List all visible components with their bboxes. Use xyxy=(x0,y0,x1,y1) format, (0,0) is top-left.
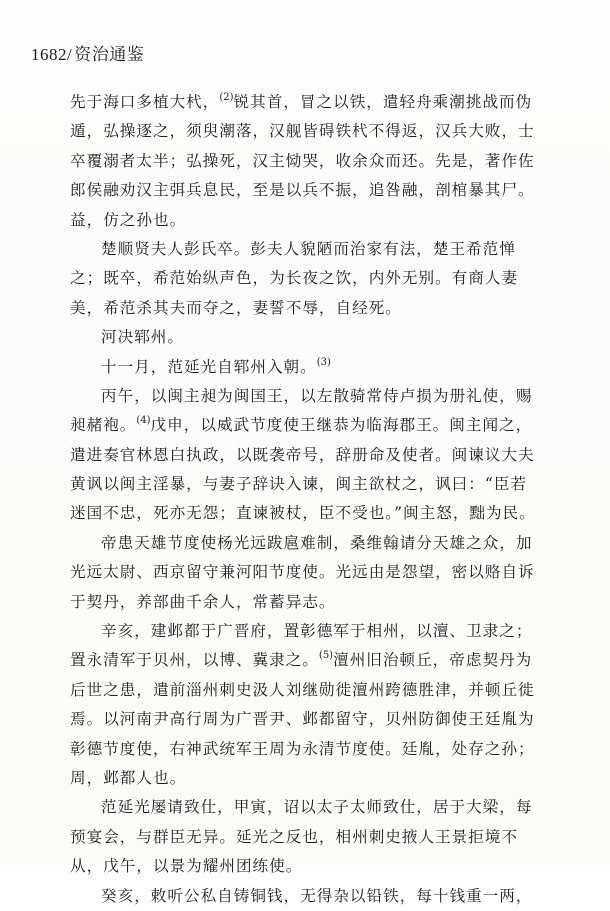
line-text: 预宴会，与群臣无异。延光之反也，相州刺史掖人王景拒境不 xyxy=(70,827,519,846)
line-text: 遁，弘操逐之，须臾潮落，汉舰皆碍铁杙不得返，汉兵大败，士 xyxy=(70,122,535,141)
text-line xyxy=(70,499,550,528)
text-line xyxy=(70,793,550,822)
text-line xyxy=(70,323,550,352)
text-line xyxy=(70,441,550,470)
footnote-marker: (2) xyxy=(219,92,234,103)
line-text: 置永清军于贝州，以博、冀隶之。 xyxy=(70,651,319,670)
line-text: 十一月，范延光自郓州入朝。 xyxy=(101,357,317,376)
line-text: 楚顺贤夫人彭氏卒。彭夫人貌陋而治家有法，楚王希范惮 xyxy=(101,239,516,258)
text-line xyxy=(70,558,550,587)
line-text: 范延光屡请致仕，甲寅，诏以太子太师致仕，居于大梁，每 xyxy=(101,798,533,817)
footnote-marker: (3) xyxy=(316,356,331,368)
line-text: 昶赭袍。 xyxy=(70,416,137,435)
text-line xyxy=(70,206,550,235)
line-text: 戊申，以威武节度使王继恭为临海郡王。闽主闻之， xyxy=(150,416,533,435)
line-text: 彰德节度使，右神武统军王周为永清节度使。廷胤，处存之孙； xyxy=(70,739,535,758)
line-text: 迷国不忠，死亦无怨；直谏被杖，臣不受也。”闽主怒，黜为民。 xyxy=(70,504,536,523)
text-line xyxy=(70,764,550,793)
text-line xyxy=(70,147,550,176)
text-line xyxy=(70,646,550,675)
book-title: 资治通鉴 xyxy=(74,45,145,65)
footnote-marker: (4) xyxy=(136,415,151,427)
line-text: 丙午，以闽主昶为闽国王，以左散骑常侍卢损为册礼使，赐 xyxy=(101,386,533,405)
text-line xyxy=(70,264,550,293)
text-line xyxy=(70,117,550,146)
line-text: 郎侯融劝汉主弭兵息民，至是以兵不振，追咎融，剖棺暴其尸。 xyxy=(70,181,535,200)
line-text: 光远太尉、西京留守兼河阳节度使。光远由是怨望，密以赂自诉 xyxy=(70,563,535,582)
text-line xyxy=(70,235,550,264)
line-text: 河决郓州。 xyxy=(101,328,184,347)
line-text: 帝患天雄节度使杨光远跋扈难制，桑维翰请分天雄之众，加 xyxy=(101,533,533,552)
text-line xyxy=(70,705,550,734)
line-text: 周，邺都人也。 xyxy=(70,768,187,787)
line-text: 卒覆溺者太半；弘操死，汉主恸哭，收余众而还。先是，著作佐 xyxy=(70,151,535,170)
line-text: 于契丹，养部曲千余人，常蓄异志。 xyxy=(70,592,336,611)
text-line xyxy=(70,852,550,881)
text-line xyxy=(70,735,550,764)
text-line xyxy=(70,676,550,705)
text-line xyxy=(70,176,550,205)
line-text: 焉。以河南尹高行周为广晋尹、邺都留守，贝州防御使王廷胤为 xyxy=(70,710,535,729)
line-text: 益，仿之孙也。 xyxy=(70,210,187,229)
text-line xyxy=(70,470,550,499)
text-line xyxy=(70,617,550,646)
line-text: 先于海口多植大杙， xyxy=(70,93,220,111)
line-text: 从，戊午，以景为耀州团练使。 xyxy=(70,857,303,876)
line-text: 遣进奏官林恩白执政，以既袭帝号，辞册命及使者。闽谏议大夫 xyxy=(70,445,535,464)
line-text: 黄讽以闽主淫暴，与妻子辞诀入谏，闽主欲杖之，讽曰：“臣若 xyxy=(70,475,528,494)
text-line xyxy=(70,529,550,558)
text-line xyxy=(70,882,550,911)
line-text: 澶州旧治顿丘，帝虑契丹为 xyxy=(333,651,533,670)
line-text: 后世之患，遣前淄州刺史汲人刘继勋徙澶州跨德胜津，并顿丘徙 xyxy=(70,680,535,699)
text-line xyxy=(70,823,550,852)
body-text xyxy=(70,88,550,911)
footnote-marker: (5) xyxy=(318,650,334,662)
text-line xyxy=(70,88,550,117)
text-line xyxy=(70,411,550,440)
text-line xyxy=(70,588,550,617)
text-line xyxy=(70,294,550,323)
text-line xyxy=(70,382,550,411)
line-text: 癸亥，敕听公私自铸铜钱，无得杂以铅铁，每十钱重一两， xyxy=(101,886,533,905)
running-header xyxy=(31,40,144,65)
line-text: 辛亥，建邺都于广晋府，置彰德军于相州，以澶、卫隶之； xyxy=(101,622,533,641)
page-number: 1682/ xyxy=(31,45,73,64)
text-line xyxy=(70,353,550,382)
line-text: 锐其首，冒之以铁，遣轻舟乘潮挑战而伪 xyxy=(233,93,533,111)
line-text: 之；既卒，希范始纵声色，为长夜之饮，内外无别。有商人妻 xyxy=(70,269,519,288)
line-text: 美，希范杀其夫而夺之，妻誓不辱，自经死。 xyxy=(70,298,402,317)
